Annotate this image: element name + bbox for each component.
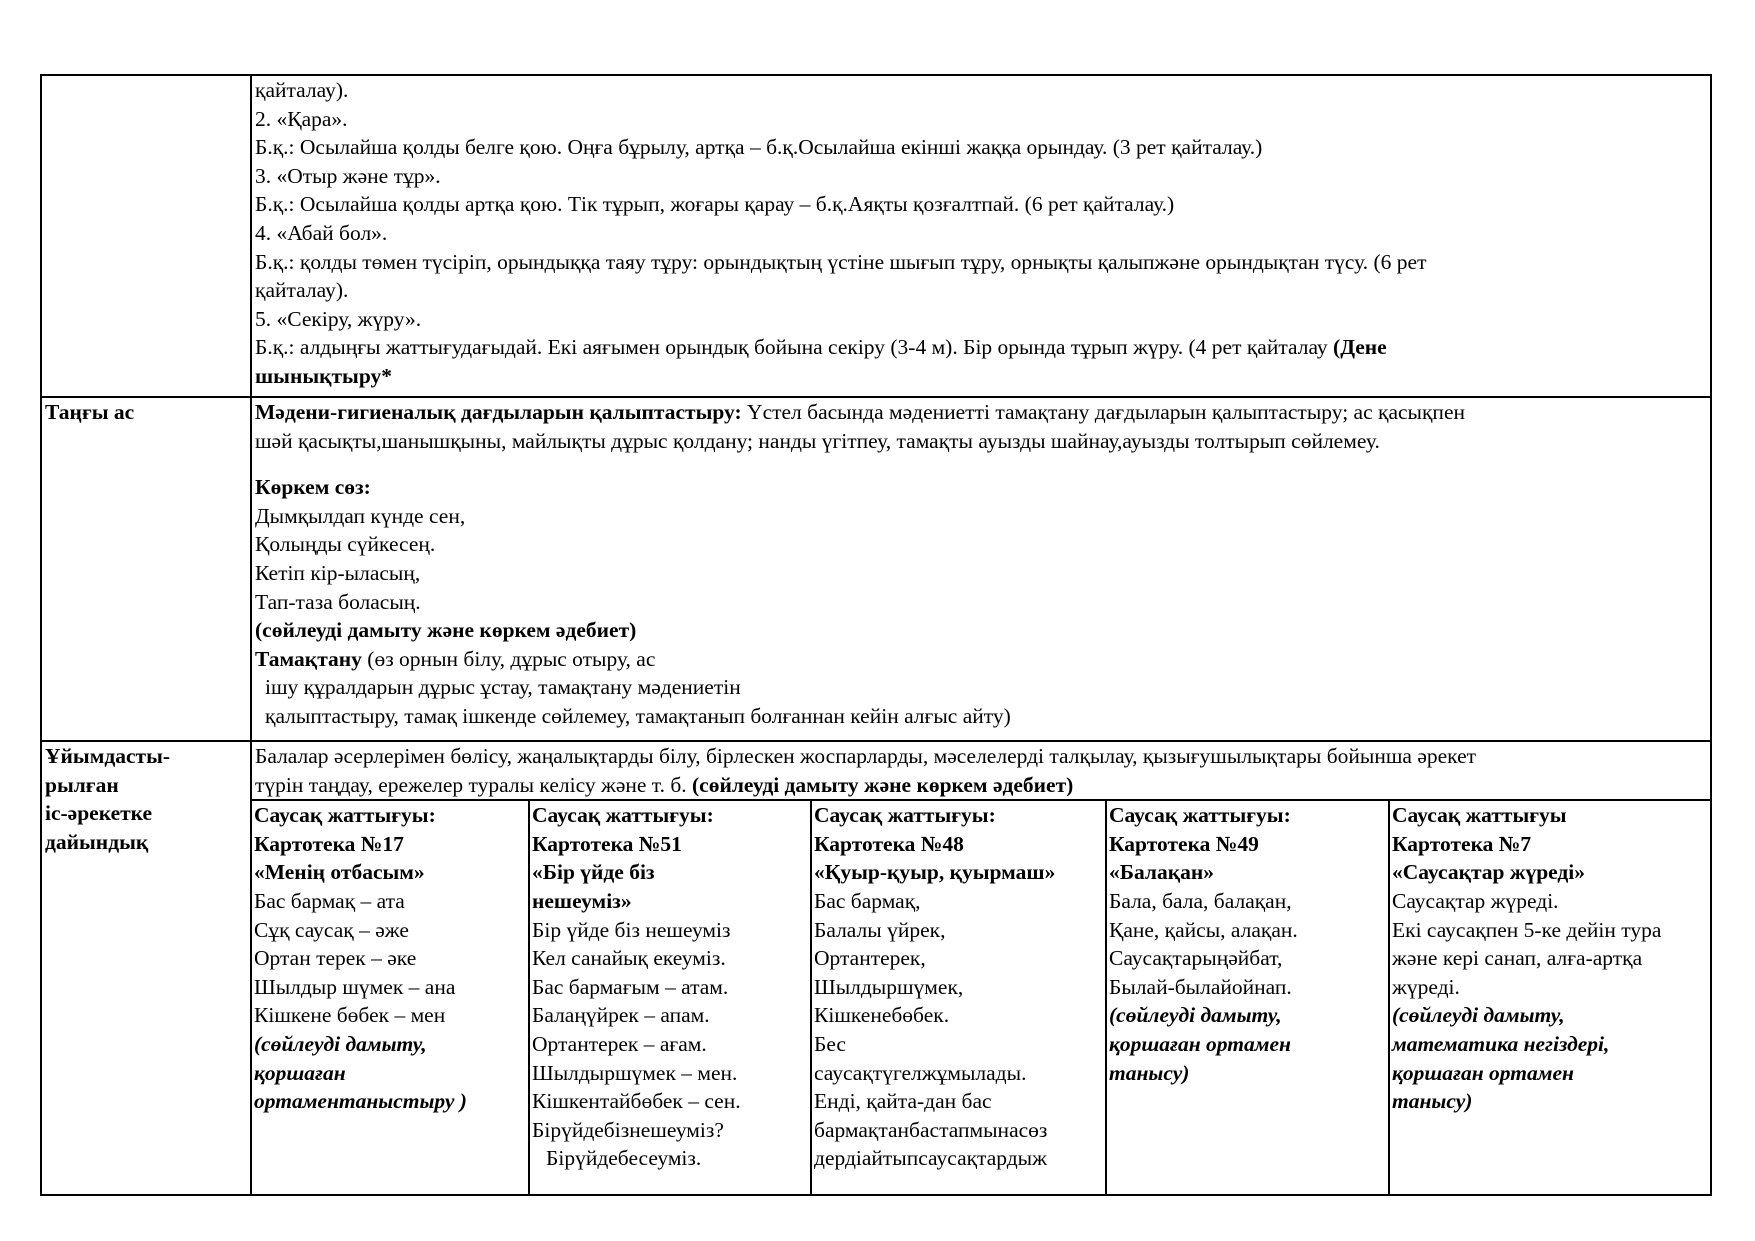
text-line: 5. «Секіру, жүру». xyxy=(255,306,422,331)
poem-line: Кетіп кір-ыласың, xyxy=(255,560,421,585)
column-subject: қоршаған ортамен xyxy=(1392,1060,1574,1085)
column-line: Сұқ саусақ – әже xyxy=(254,917,409,942)
text-line: Б.қ.: қолды төмен түсіріп, орындыққа таяу тұру: орындықтың үстіне шығып тұру, орнықты қалыпжәне орындықтан түсу. (6 рет xyxy=(255,249,1427,274)
preparation-cell xyxy=(251,741,1711,1195)
column-subject: танысу) xyxy=(1109,1060,1190,1085)
meal-text-3: қалыптастыру, тамақ ішкенде сөйлемеу, тамақтанып болғаннан кейін алғыс айту) xyxy=(265,703,1011,728)
column-line: Шылдыршүмек, xyxy=(814,974,964,999)
poem-line: Дымқылдап күнде сен, xyxy=(255,503,466,528)
column-line: Ортантерек, xyxy=(814,946,926,971)
column-line: Бас бармақ, xyxy=(814,888,921,913)
text-line: қайталау). xyxy=(255,278,349,303)
culture-paragraph xyxy=(255,398,1708,427)
row-label-empty xyxy=(41,75,251,397)
column-line: Бірүйдебесеуміз. xyxy=(546,1146,702,1171)
meal-paragraph xyxy=(255,645,1708,674)
column-title: Саусақ жаттығуы: xyxy=(532,803,714,828)
column-title: Картотека №17 xyxy=(254,831,404,856)
column-title: «Саусақтар жүреді» xyxy=(1392,860,1586,885)
meal-title: Тамақтану xyxy=(255,646,362,671)
table-row xyxy=(41,75,1711,397)
meal-text: (өз орнын білу, дұрыс отыру, ас xyxy=(361,646,656,671)
subject-label: (сөйлеуді дамыту және көркем әдебиет) xyxy=(255,618,637,643)
row-label-line: Ұйымдасты- xyxy=(45,744,171,768)
column-title: Картотека №49 xyxy=(1109,831,1259,856)
poem-line: Тап-таза боласың. xyxy=(255,589,421,614)
intro-text: Балалар әсерлерімен бөлісу, жаңалықтарды білу, бірлескен жоспарларды, мәселелерді талқылау, қызығушылықтары бойынша әрекет xyxy=(255,744,1477,768)
column-line: жүреді. xyxy=(1392,974,1460,999)
column-line: бармақтанбастапмынасөз xyxy=(814,1117,1048,1142)
column-subject: танысу) xyxy=(1392,1089,1473,1114)
column-line: Бас бармағым – атам. xyxy=(532,974,729,999)
text-line xyxy=(255,333,1708,362)
column-title: Саусақ жаттығуы: xyxy=(254,803,436,828)
column-line: Бала, бала, балақан, xyxy=(1109,888,1292,913)
column-line: Балалы үйрек, xyxy=(814,917,946,942)
column-line: Шылдыр шүмек – ана xyxy=(254,974,456,999)
column-title: «Менің отбасым» xyxy=(254,860,425,885)
column-line: Кішкене бөбек – мен xyxy=(254,1003,446,1028)
column-line: Бір үйде біз нешеуміз xyxy=(532,917,731,942)
column-line: дердіайтыпсаусақтардыж xyxy=(814,1146,1047,1171)
poem-title: Көркем сөз: xyxy=(255,475,371,500)
column-line: Ортан терек – әке xyxy=(254,946,417,971)
column-line: Балаңүйрек – апам. xyxy=(532,1003,710,1028)
row-label xyxy=(41,741,251,1195)
spacer xyxy=(255,455,1708,473)
row-label-line: рылған xyxy=(45,772,119,797)
text-line: 3. «Отыр және тұр». xyxy=(255,163,441,188)
column-line: Енді, қайта-дан бас xyxy=(814,1089,992,1114)
column-subject: қоршаған xyxy=(254,1060,346,1085)
column-title: Саусақ жаттығуы xyxy=(1392,803,1567,828)
table-row xyxy=(41,397,1711,741)
subject-label: (сөйлеуді дамыту және көркем әдебиет) xyxy=(692,772,1074,797)
exercise-columns xyxy=(252,799,1710,1194)
text-line: Б.қ.: Осылайша қолды артқа қою. Тік тұрып, жоғары қарау – б.қ.Аяқты қозғалтпай. (6 рет қайталау.) xyxy=(255,192,1175,217)
column-line: және кері санап, алға-артқа xyxy=(1392,946,1643,971)
exercise-column xyxy=(812,801,1107,1194)
column-line: Бірүйдебізнешеуміз? xyxy=(532,1117,724,1142)
column-line: Кішкентайбөбек – сен. xyxy=(532,1089,741,1114)
column-title: «Бір үйде біз xyxy=(532,860,655,885)
subject-label: (Дене xyxy=(1333,335,1387,360)
column-line: Кел санайық екеуміз. xyxy=(532,946,726,971)
column-title: Саусақ жаттығуы: xyxy=(1109,803,1291,828)
column-title: нешеуміз» xyxy=(532,888,632,913)
intro-text-2 xyxy=(255,771,1708,800)
exercise-column xyxy=(1107,801,1390,1194)
column-line: Ортантерек – ағам. xyxy=(532,1031,707,1056)
row-label-line: іс-әрекетке xyxy=(45,801,153,826)
column-subject: (сөйлеуді дамыту, xyxy=(254,1031,427,1056)
row-label: Таңғы ас xyxy=(41,397,251,741)
text-line: Б.қ.: Осылайша қолды белге қою. Оңға бұрылу, артқа – б.қ.Осылайша екінші жаққа орындау. (3 рет қайталау.) xyxy=(255,135,1263,160)
exercise-column xyxy=(530,801,812,1194)
column-line: Саусақтарыңәйбат, xyxy=(1109,946,1283,971)
column-subject: (сөйлеуді дамыту, xyxy=(1392,1003,1565,1028)
column-title: «Балақан» xyxy=(1109,860,1214,885)
column-title: «Қуыр-қуыр, қуырмаш» xyxy=(814,860,1056,885)
schedule-table xyxy=(40,74,1712,1196)
column-line: саусақтүгелжұмылады. xyxy=(814,1060,1027,1085)
text-line: 2. «Қара». xyxy=(255,106,348,131)
culture-text-2: шәй қасықты,шанышқыны, майлықты дұрыс қолдану; нанды үгітпеу, тамақты ауызды шайнау,ауызды толтырып сөйлемеу. xyxy=(255,428,1380,453)
culture-title: Мәдени-гигиеналық дағдыларын қалыптастыру: xyxy=(255,400,742,424)
column-line: Былай-былайойнап. xyxy=(1109,974,1292,999)
column-line: Шылдыршүмек – мен. xyxy=(532,1060,738,1085)
document-page xyxy=(40,74,1710,1196)
column-title: Саусақ жаттығуы: xyxy=(814,803,996,828)
intro-text-part: түрін таңдау, ережелер туралы келісу және т. б. xyxy=(255,772,693,797)
column-subject: қоршаған ортамен xyxy=(1109,1031,1291,1056)
table-row xyxy=(41,741,1711,1195)
column-subject: ортаментаныстыру ) xyxy=(254,1089,467,1114)
column-line: Бас бармақ – ата xyxy=(254,888,405,913)
intro-block xyxy=(252,742,1710,799)
column-title: Картотека №7 xyxy=(1392,831,1532,856)
column-line: Қане, қайсы, алақан. xyxy=(1109,917,1298,942)
poem-line: Қолыңды сүйкесең. xyxy=(255,532,436,557)
breakfast-cell xyxy=(251,397,1711,741)
exercise-column xyxy=(1390,801,1708,1194)
meal-text-2: ішу құралдарын дұрыс ұстау, тамақтану мәдениетін xyxy=(265,675,741,700)
text-line: 4. «Абай бол». xyxy=(255,220,388,245)
column-line: Бес xyxy=(814,1031,846,1056)
column-title: Картотека №51 xyxy=(532,831,682,856)
text-line-part: Б.қ.: алдыңғы жаттығудағыдай. Екі аяғымен орындық бойына секіру (3-4 м). Бір орында тұрып жүру. (4 рет қайталау xyxy=(255,335,1334,360)
exercise-cell xyxy=(251,75,1711,397)
exercise-column xyxy=(252,801,530,1194)
culture-text: Үстел басында мәдениетті тамақтану дағдыларын қалыптастыру; ас қасықпен xyxy=(741,400,1465,424)
column-line: Кішкенебөбек. xyxy=(814,1003,950,1028)
column-subject: математика негіздері, xyxy=(1392,1031,1610,1056)
column-line: Екі саусақпен 5-ке дейін тура xyxy=(1392,917,1662,942)
column-subject: (сөйлеуді дамыту, xyxy=(1109,1003,1282,1028)
text-line: қайталау). xyxy=(255,78,349,102)
column-line: Саусақтар жүреді. xyxy=(1392,888,1559,913)
row-label-line: дайындық xyxy=(45,829,149,854)
column-title: Картотека №48 xyxy=(814,831,964,856)
subject-label: шынықтыру* xyxy=(255,363,393,388)
